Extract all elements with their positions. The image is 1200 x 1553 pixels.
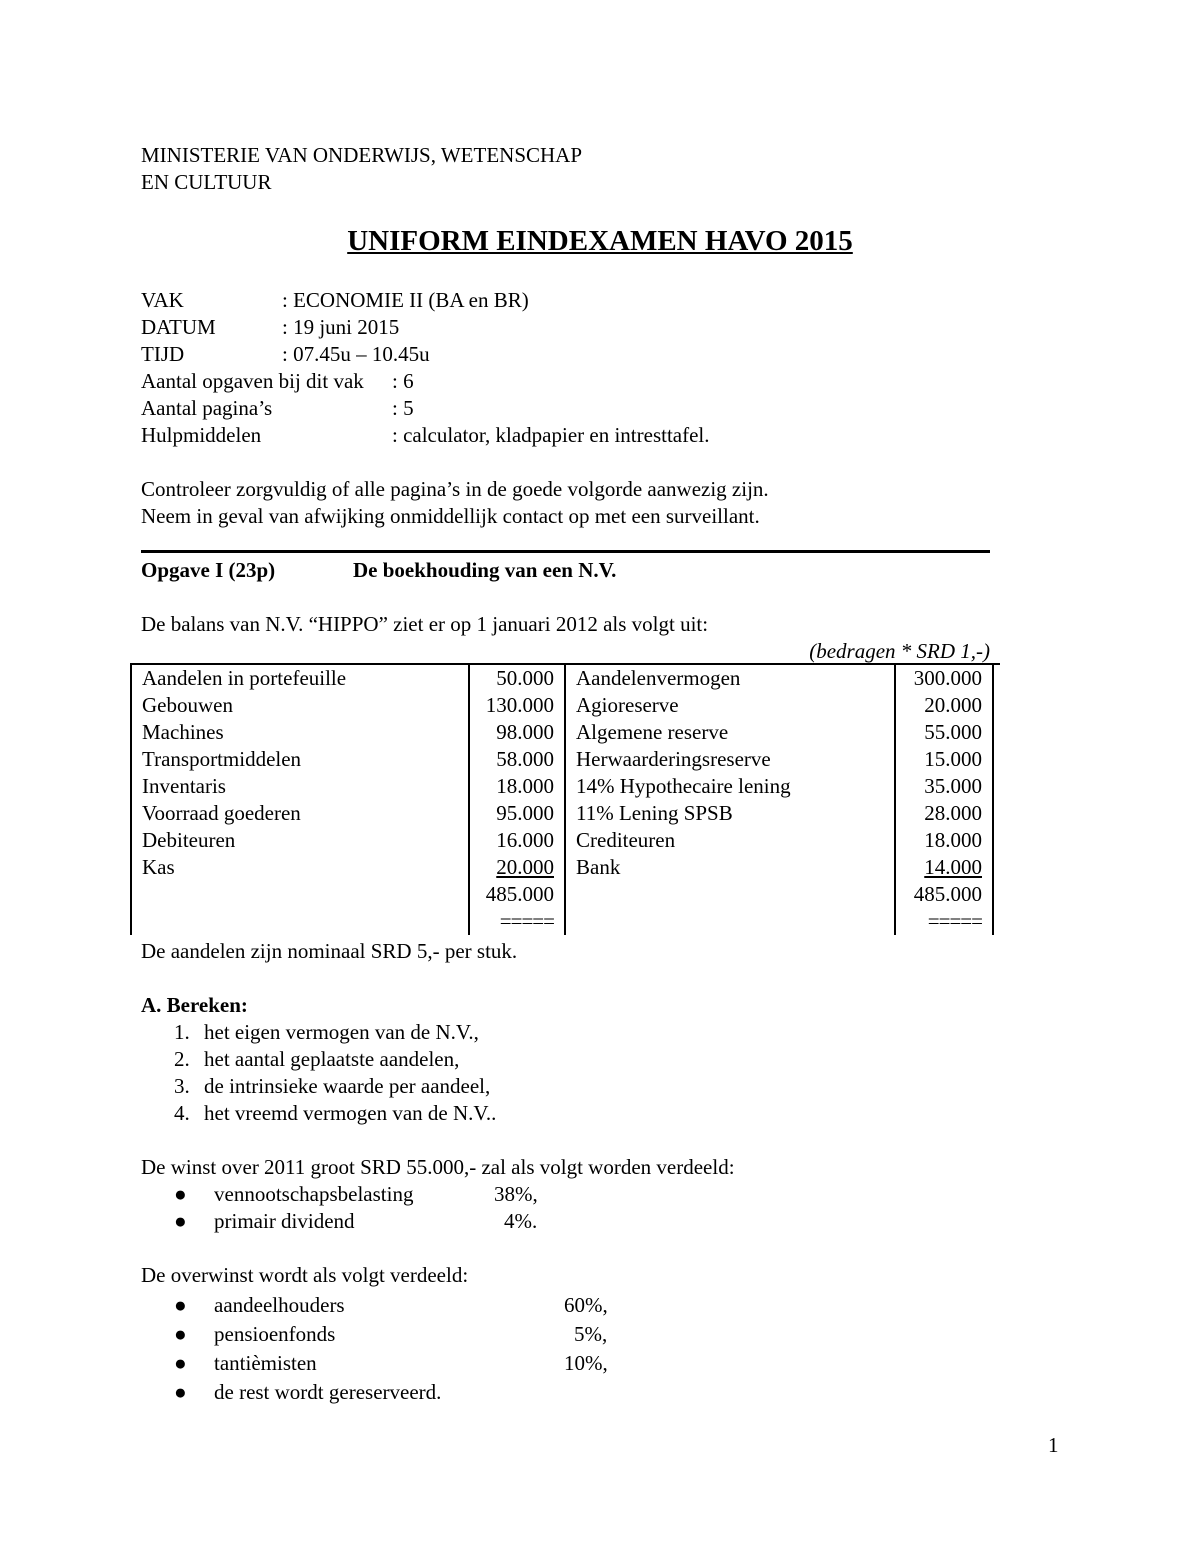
debit-account: Gebouwen — [131, 692, 469, 719]
table-row — [131, 746, 993, 773]
section-divider — [141, 550, 990, 553]
surplus-intro: De overwinst wordt als volgt verdeeld: — [141, 1263, 469, 1287]
profit-intro: De winst over 2011 groot SRD 55.000,- zal als volgt worden verdeeld: — [141, 1155, 735, 1179]
double-rule-credit: ===== — [895, 908, 993, 935]
double-rule-row — [131, 908, 993, 935]
list-item — [174, 1181, 413, 1208]
credit-account: Bank — [576, 855, 621, 879]
info-paginas-value: : 5 — [392, 396, 414, 420]
table-row — [131, 800, 993, 827]
credit-account: Aandelenvermogen — [576, 666, 741, 690]
info-paginas-label: Aantal pagina’s — [141, 396, 273, 420]
item-label: tantièmisten — [214, 1351, 317, 1375]
item-text: het vreemd vermogen van de N.V.. — [204, 1101, 497, 1125]
table-row — [131, 827, 993, 854]
table-row — [131, 719, 993, 746]
credit-account: Crediteuren — [576, 828, 676, 852]
debit-amount: 16.000 — [469, 827, 565, 854]
table-row — [131, 692, 993, 719]
bullet-icon: ● — [174, 1380, 187, 1404]
debit-amount: 50.000 — [469, 665, 565, 692]
table-row — [131, 665, 993, 692]
nominal-note: De aandelen zijn nominaal SRD 5,- per stuk. — [141, 939, 518, 963]
list-item — [174, 1321, 335, 1348]
item-label: vennootschapsbelasting — [214, 1182, 414, 1206]
debit-amount: 98.000 — [469, 719, 565, 746]
page-number: 1 — [1048, 1433, 1059, 1457]
credit-amount: 14.000 — [895, 854, 993, 881]
total-row — [131, 881, 993, 908]
debit-account: Inventaris — [131, 773, 469, 800]
debit-amount: 20.000 — [469, 854, 565, 881]
total-debit: 485.000 — [469, 881, 565, 908]
credit-account: Agioreserve — [576, 693, 679, 717]
info-hulpmiddelen-value: : calculator, kladpapier en intresttafel. — [392, 423, 710, 447]
credit-amount: 28.000 — [895, 800, 993, 827]
info-tijd-value: : 07.45u – 10.45u — [282, 342, 430, 366]
list-item — [174, 1073, 490, 1100]
debit-account: Debiteuren — [131, 827, 469, 854]
list-item — [174, 1100, 496, 1127]
credit-amount: 35.000 — [895, 773, 993, 800]
info-vak-label: VAK — [141, 288, 184, 312]
ministry-line-1: MINISTERIE VAN ONDERWIJS, WETENSCHAP — [141, 143, 583, 167]
credit-account: 14% Hypothecaire lening — [576, 774, 791, 798]
item-text: het eigen vermogen van de N.V., — [204, 1020, 479, 1044]
info-datum-value: : 19 juni 2015 — [282, 315, 400, 339]
item-label: pensioenfonds — [214, 1322, 336, 1346]
item-value: 10%, — [564, 1351, 608, 1375]
credit-amount: 15.000 — [895, 746, 993, 773]
list-item — [174, 1046, 459, 1073]
bullet-icon: ● — [174, 1351, 187, 1375]
debit-account: Kas — [131, 854, 469, 881]
credit-account: 11% Lening SPSB — [576, 801, 733, 825]
info-opgaven-value: : 6 — [392, 369, 414, 393]
list-item — [174, 1208, 355, 1235]
total-credit: 485.000 — [895, 881, 993, 908]
list-item — [174, 1019, 479, 1046]
debit-amount: 130.000 — [469, 692, 565, 719]
bullet-icon: ● — [174, 1322, 187, 1346]
credit-amount: 55.000 — [895, 719, 993, 746]
info-opgaven-label: Aantal opgaven bij dit vak — [141, 369, 364, 393]
credit-amount: 300.000 — [895, 665, 993, 692]
list-item — [174, 1379, 441, 1406]
info-tijd-label: TIJD — [141, 342, 185, 366]
item-value: 60%, — [564, 1293, 608, 1317]
list-item — [174, 1350, 317, 1377]
item-value: 4%. — [504, 1209, 538, 1233]
opgave-title: De boekhouding van een N.V. — [353, 558, 617, 582]
credit-account: Algemene reserve — [576, 720, 729, 744]
item-label: primair dividend — [214, 1209, 355, 1233]
table-row — [131, 854, 993, 881]
table-row — [131, 773, 993, 800]
debit-account: Machines — [131, 719, 469, 746]
debit-amount: 95.000 — [469, 800, 565, 827]
credit-amount: 18.000 — [895, 827, 993, 854]
opgave-label: Opgave I (23p) — [141, 558, 276, 582]
balance-intro: De balans van N.V. “HIPPO” ziet er op 1 januari 2012 als volgt uit: — [141, 612, 709, 636]
item-number: 4. — [174, 1101, 190, 1125]
bullet-icon: ● — [174, 1209, 187, 1233]
item-label: aandeelhouders — [214, 1293, 345, 1317]
ministry-line-2: EN CULTUUR — [141, 170, 272, 194]
debit-account: Transportmiddelen — [131, 746, 469, 773]
item-number: 2. — [174, 1047, 190, 1071]
exam-title: UNIFORM EINDEXAMEN HAVO 2015 — [347, 225, 853, 257]
info-datum-label: DATUM — [141, 315, 216, 339]
debit-amount: 18.000 — [469, 773, 565, 800]
double-rule-debit: ===== — [469, 908, 565, 935]
credit-account: Herwaarderingsreserve — [576, 747, 771, 771]
debit-amount: 58.000 — [469, 746, 565, 773]
bullet-icon: ● — [174, 1182, 187, 1206]
debit-account: Aandelen in portefeuille — [131, 665, 469, 692]
item-label: de rest wordt gereserveerd. — [214, 1380, 442, 1404]
bullet-icon: ● — [174, 1293, 187, 1317]
list-item — [174, 1292, 345, 1319]
info-vak-value: : ECONOMIE II (BA en BR) — [282, 288, 529, 312]
item-text: de intrinsieke waarde per aandeel, — [204, 1074, 491, 1098]
instruction-line-2: Neem in geval van afwijking onmiddellijk contact op met een surveillant. — [141, 504, 760, 528]
item-number: 1. — [174, 1020, 190, 1044]
item-number: 3. — [174, 1074, 190, 1098]
instruction-line-1: Controleer zorgvuldig of alle pagina’s in de goede volgorde aanwezig zijn. — [141, 477, 769, 501]
item-value: 38%, — [494, 1182, 538, 1206]
amounts-note: (bedragen * SRD 1,-) — [809, 639, 990, 663]
item-value: 5%, — [574, 1322, 608, 1346]
info-hulpmiddelen-label: Hulpmiddelen — [141, 423, 262, 447]
debit-account: Voorraad goederen — [131, 800, 469, 827]
balance-sheet-table — [130, 665, 994, 935]
credit-amount: 20.000 — [895, 692, 993, 719]
item-text: het aantal geplaatste aandelen, — [204, 1047, 460, 1071]
question-a-heading: A. Bereken: — [141, 993, 248, 1017]
